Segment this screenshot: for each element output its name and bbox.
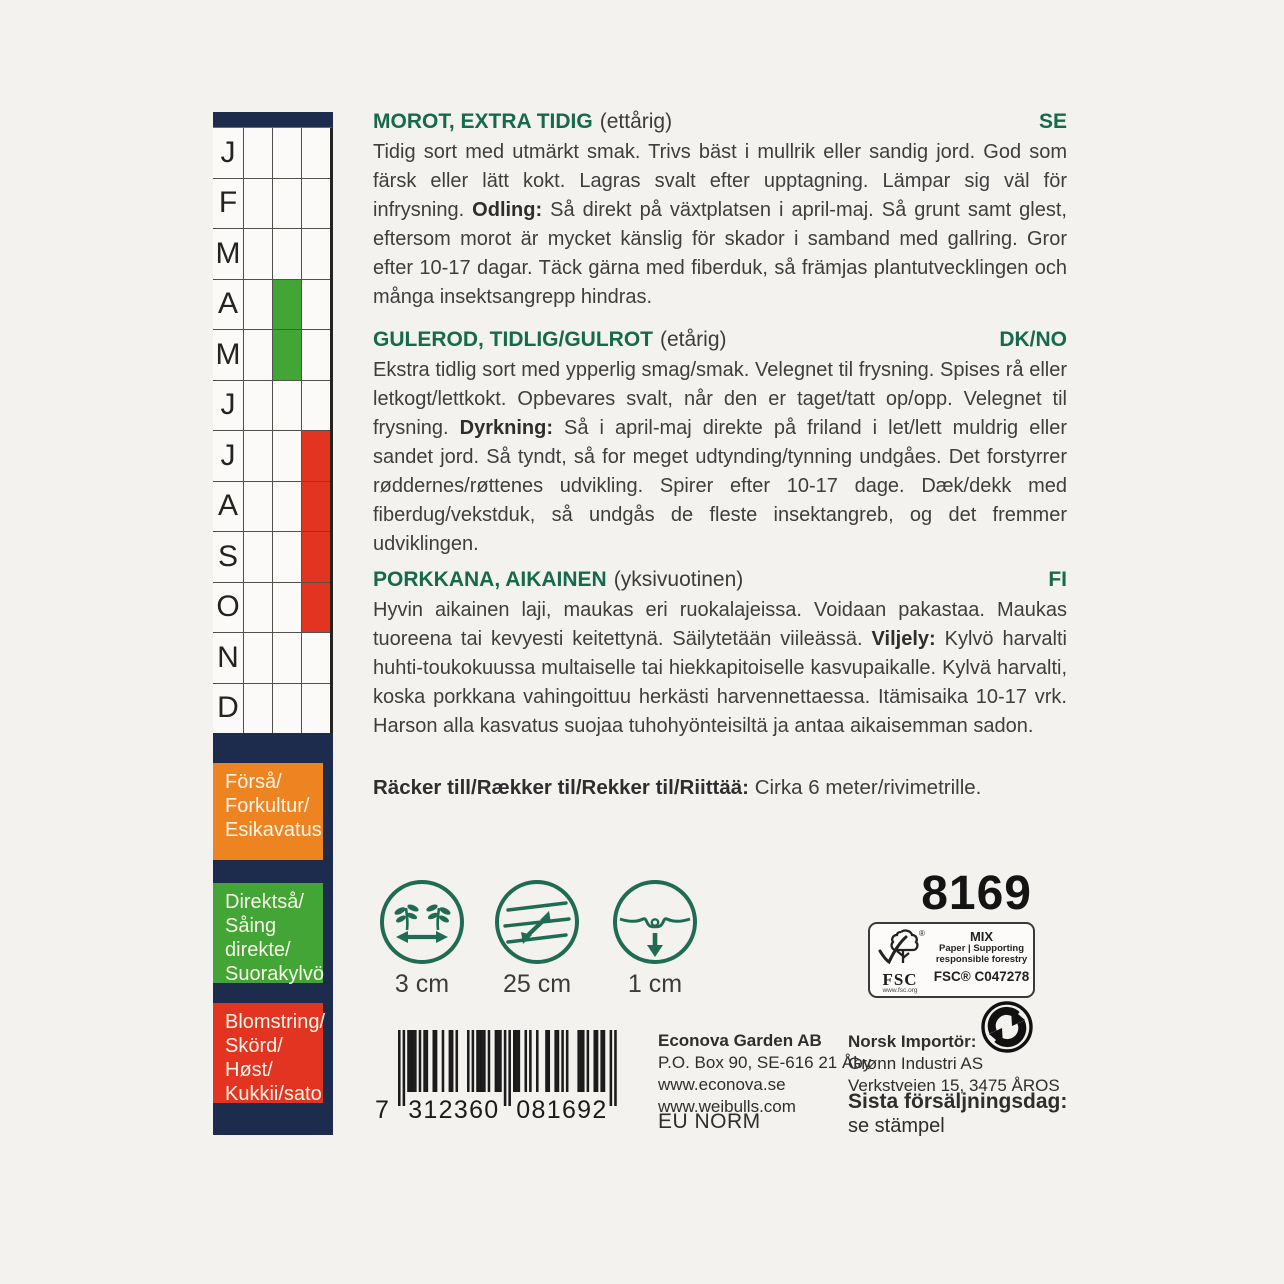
body-text: Så i april-maj direkte på friland i let/lett muldrig eller sandet jord. Så tyndt, så for meget udtynding/tynning undgåes. Det forstyrrer røddernes/røttenes udvikling. Spirer efter 10-17 dage. Dæk/dekk med fiberdug/vekstduk, så undgås de fleste insektangreb, og det fremmer udviklingen. bbox=[373, 417, 1067, 555]
legend-line: Skörd/ bbox=[225, 1035, 283, 1057]
importer-name: Grønn Industri AS bbox=[848, 1054, 984, 1073]
cultivation-label: Dyrkning: bbox=[459, 417, 553, 439]
legend-line: Esikavatus bbox=[225, 819, 322, 841]
green-dot-recycling-icon bbox=[980, 1000, 1034, 1054]
legend-line: Såing bbox=[225, 915, 277, 937]
calendar-cell bbox=[301, 280, 330, 331]
yield-value: Cirka 6 meter/rivimetrille. bbox=[749, 776, 982, 799]
calendar-cell bbox=[272, 280, 301, 331]
company-name: Econova Garden AB bbox=[658, 1031, 822, 1050]
calendar-cell bbox=[301, 179, 330, 230]
fsc-label bbox=[868, 922, 1035, 998]
fsc-desc-line1: Paper | Supporting bbox=[939, 943, 1024, 954]
calendar-month-label: S bbox=[213, 532, 243, 583]
legend-direct-sow bbox=[213, 883, 323, 983]
eu-norm-label: EU NORM bbox=[658, 1110, 761, 1133]
company-address: P.O. Box 90, SE-616 21 Åby bbox=[658, 1053, 872, 1072]
registered-mark: ® bbox=[919, 929, 925, 938]
svg-text:081692: 081692 bbox=[516, 1096, 607, 1122]
legend-presow bbox=[213, 763, 323, 860]
fsc-url: www.fsc.org bbox=[882, 987, 918, 994]
fsc-tree-icon bbox=[874, 927, 926, 969]
calendar-cell bbox=[243, 280, 272, 331]
svg-text:312360: 312360 bbox=[408, 1096, 499, 1122]
ean-barcode bbox=[372, 1026, 632, 1122]
calendar-cell bbox=[243, 684, 272, 735]
plant-spacing-icon bbox=[378, 878, 466, 966]
section-fi bbox=[373, 568, 1067, 741]
calendar-cell bbox=[272, 633, 301, 684]
calendar-grid bbox=[213, 127, 333, 734]
fsc-logo-column bbox=[870, 924, 930, 996]
legend-sidebar bbox=[213, 733, 333, 1135]
fsc-cert-number: FSC® C047278 bbox=[933, 969, 1030, 984]
calendar-cell bbox=[272, 179, 301, 230]
variety-type-fi: (yksivuotinen) bbox=[613, 568, 744, 591]
row-spacing-icon bbox=[493, 878, 581, 966]
section-fi-title bbox=[373, 568, 743, 592]
calendar-month-label: A bbox=[213, 280, 243, 331]
yield-line bbox=[373, 776, 1067, 800]
section-se bbox=[373, 110, 1067, 312]
calendar-cell bbox=[272, 684, 301, 735]
calendar-cell bbox=[243, 381, 272, 432]
section-dkno-body bbox=[373, 356, 1067, 559]
fsc-wordmark: FSC bbox=[882, 970, 918, 989]
calendar-month-label: O bbox=[213, 583, 243, 634]
calendar-cell bbox=[301, 633, 330, 684]
calendar-cell bbox=[301, 128, 330, 179]
calendar-cell bbox=[243, 128, 272, 179]
fsc-desc-line2: responsible forestry bbox=[935, 953, 1028, 965]
calendar-month-label: D bbox=[213, 684, 243, 735]
language-tag-dkno: DK/NO bbox=[999, 328, 1067, 351]
calendar-cell bbox=[272, 583, 301, 634]
body-text: Kylvö harvalti huhti-toukokuussa multaiselle tai hiekkapitoiselle kasvupaikalle. Kylvä harvalti, koska porkkana vahingoittuu herkästi harvennettaessa. Itämisaika 10-17 vrk. Harson alla kasvatus suojaa tuhohyönteisiltä ja antaa aikaisemman sadon. bbox=[373, 628, 1067, 737]
variety-name-se: MOROT, EXTRA TIDIG bbox=[373, 110, 593, 133]
legend-line: direkte/ bbox=[225, 939, 291, 961]
legend-harvest bbox=[213, 1003, 326, 1105]
calendar-cell bbox=[301, 431, 330, 482]
calendar-cell bbox=[272, 532, 301, 583]
section-fi-title-row bbox=[373, 568, 1067, 592]
row-spacing-value: 25 cm bbox=[502, 970, 572, 998]
calendar-month-label: J bbox=[213, 431, 243, 482]
section-se-title bbox=[373, 110, 672, 134]
calendar-month-label: M bbox=[213, 330, 243, 381]
body-text: Så direkt på växtplatsen i april-maj. Så grunt samt glest, eftersom morot är mycket känslig för skador i samband med gallring. Gror efter 10-17 dagar. Täck gärna med fiberduk, så främjas plantutvecklingen och många insektsangrepp hindras. bbox=[373, 199, 1067, 308]
calendar-cell bbox=[272, 330, 301, 381]
section-dkno-title-row bbox=[373, 328, 1067, 352]
body-text: Hyvin aikainen laji, maukas eri ruokalajeissa. Voidaan pakastaa. Maukas tuoreena tai kevyesti keitettynä. Säilytetään viileässä. bbox=[373, 599, 1067, 650]
variety-type-se: (ettårig) bbox=[599, 110, 673, 133]
svg-text:7: 7 bbox=[375, 1096, 389, 1122]
cultivation-label: Viljely: bbox=[871, 628, 936, 650]
calendar-month-label: J bbox=[213, 128, 243, 179]
variety-type-dkno: (etårig) bbox=[659, 328, 727, 351]
calendar-cell bbox=[243, 532, 272, 583]
section-dkno-title bbox=[373, 328, 727, 352]
calendar-cell bbox=[272, 128, 301, 179]
section-fi-body bbox=[373, 596, 1067, 741]
sowing-depth-icon bbox=[611, 878, 699, 966]
calendar-cell bbox=[272, 431, 301, 482]
ean-barcode-svg bbox=[372, 1026, 632, 1122]
last-sale-label: Sista försäljningsdag: bbox=[848, 1090, 1068, 1113]
calendar-cell bbox=[301, 583, 330, 634]
section-dkno bbox=[373, 328, 1067, 559]
calendar-cell bbox=[243, 330, 272, 381]
calendar-cell bbox=[301, 684, 330, 735]
yield-label: Räcker till/Rækker til/Rekker til/Riittää: bbox=[373, 776, 749, 799]
calendar-cell bbox=[301, 532, 330, 583]
calendar-cell bbox=[243, 229, 272, 280]
calendar-cell bbox=[301, 381, 330, 432]
plant-spacing-value: 3 cm bbox=[394, 970, 450, 998]
legend-line: Høst/ bbox=[225, 1059, 273, 1081]
section-se-title-row bbox=[373, 110, 1067, 134]
calendar-cell bbox=[243, 431, 272, 482]
calendar-month-label: F bbox=[213, 179, 243, 230]
calendar-month-label: A bbox=[213, 482, 243, 533]
calendar-cell bbox=[272, 482, 301, 533]
legend-line: Kukkii/sato bbox=[225, 1083, 322, 1105]
language-tag-fi: FI bbox=[1048, 568, 1067, 591]
company-website-2: www.weibulls.com bbox=[658, 1097, 796, 1116]
importer-address: Verkstveien 15, 3475 ÅROS bbox=[848, 1076, 1060, 1095]
body-text: Tidig sort med utmärkt smak. Trivs bäst i mullrik eller sandig jord. God som färsk eller lätt kokt. Lagras svalt efter upptagning. Lämpar sig väl för infrysning. bbox=[373, 141, 1067, 221]
importer-title: Norsk Importör: bbox=[848, 1032, 977, 1051]
calendar-cell bbox=[272, 229, 301, 280]
calendar-top-bar bbox=[213, 112, 333, 127]
fsc-mix: MIX bbox=[969, 929, 994, 944]
calendar-cell bbox=[272, 381, 301, 432]
article-number: 8169 bbox=[921, 867, 1032, 920]
calendar-cell bbox=[243, 583, 272, 634]
legend-line: Förså/ bbox=[225, 771, 282, 793]
calendar-cell bbox=[301, 229, 330, 280]
company-address-block bbox=[658, 1030, 871, 1118]
legend-line: Suorakylvö bbox=[225, 963, 324, 985]
legend-line: Forkultur/ bbox=[225, 795, 310, 817]
calendar-cell bbox=[243, 482, 272, 533]
calendar-month-label: N bbox=[213, 633, 243, 684]
calendar-cell bbox=[243, 179, 272, 230]
fsc-text-column bbox=[930, 924, 1033, 996]
calendar-cell bbox=[243, 633, 272, 684]
section-se-body bbox=[373, 138, 1067, 312]
variety-name-fi: PORKKANA, AIKAINEN bbox=[373, 568, 607, 591]
variety-name-dkno: GULEROD, TIDLIG/GULROT bbox=[373, 328, 653, 351]
calendar-cell bbox=[301, 330, 330, 381]
calendar-cell bbox=[301, 482, 330, 533]
last-sale-block bbox=[848, 1089, 1067, 1139]
cultivation-label: Odling: bbox=[472, 199, 543, 221]
sowing-depth-value: 1 cm bbox=[627, 970, 683, 998]
language-tag-se: SE bbox=[1038, 110, 1067, 133]
calendar-month-label: J bbox=[213, 381, 243, 432]
legend-line: Blomstring/ bbox=[225, 1011, 326, 1033]
sowing-calendar bbox=[213, 112, 333, 734]
company-website-1: www.econova.se bbox=[658, 1075, 786, 1094]
legend-line: Direktså/ bbox=[225, 891, 304, 913]
calendar-month-label: M bbox=[213, 229, 243, 280]
last-sale-value: se stämpel bbox=[848, 1115, 945, 1137]
body-text: Ekstra tidlig sort med ypperlig smag/smak. Velegnet til frysning. Spises rå eller letkogt/lettkokt. Opbevares svalt, når den er taget/tatt op/opp. Velegnet til frysning. bbox=[373, 359, 1067, 439]
